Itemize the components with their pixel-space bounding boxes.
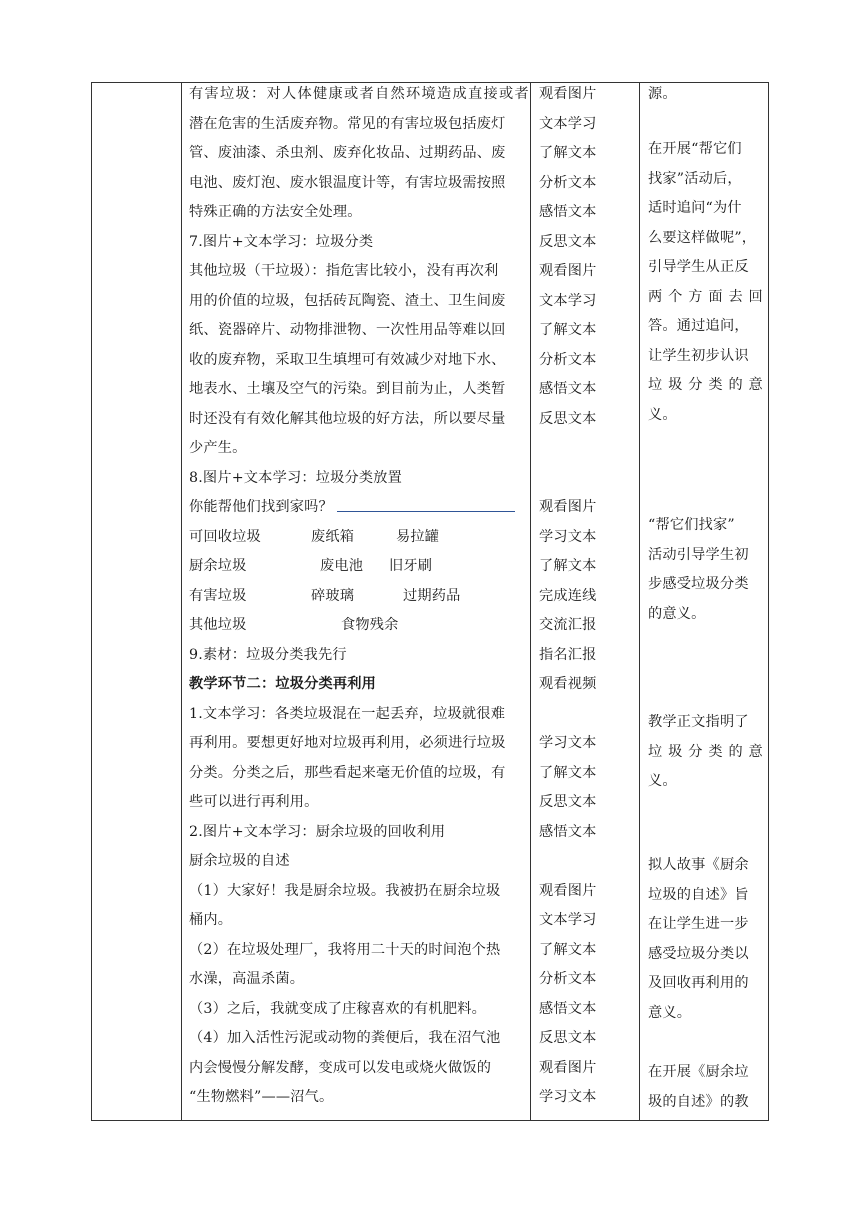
answer-underline [337,511,515,512]
intent-line: 意义。 [648,1004,692,1021]
activity-line: 观看图片 [539,1059,597,1076]
content-line: 9.素材：垃圾分类我先行 [189,646,347,663]
intent-line: 步感受垃圾分类 [648,576,749,592]
intent-line: 在开展《厨余垃 [648,1064,749,1080]
intent-line: 垃 圾 分 类 的 意 [648,743,763,760]
intent-line: 两 个 方 面 去 回 [648,288,763,305]
content-line: 8.图片+文本学习：垃圾分类放置 [189,469,403,486]
content-line: 有 害 垃 圾 ： 对 人 体 健 康 或 者 自 然 环 境 造 成 直 接 或 者 [189,86,529,102]
intent-line: 教学正文指明了 [648,714,749,730]
intent-line: “帮它们找家” [648,517,735,533]
intent-line: 源。 [648,86,677,102]
activity-line: 反思文本 [539,794,597,810]
intent-line: 感受垃圾分类以 [648,945,749,962]
activity-line: 了解文本 [539,558,597,574]
activity-line: 指名汇报 [539,646,597,663]
content-line: （3）之后，我就变成了庄稼喜欢的有机肥料。 [189,1000,486,1017]
content-line: （1）大家好！我是厨余垃圾。我被扔在厨余垃圾 [189,882,501,899]
content-line: （2）在垃圾处理厂，我将用二十天的时间泡个热 [189,941,501,958]
match-item: 废电池 [320,558,364,574]
content-line: 2.图片+文本学习：厨余垃圾的回收利用 [189,823,446,840]
content-line: 潜在危害的生活废弃物。常见的有害垃圾包括废灯 [189,115,506,132]
intent-line: 拟人故事《厨余 [648,857,749,873]
intent-line: 答。通过追问， [648,318,749,334]
intent-line: 垃圾的自述》旨 [648,886,749,903]
activity-line: 了解文本 [539,145,597,161]
lesson-plan-table [91,82,769,1121]
content-line: 桶内。 [189,912,233,928]
intent-line: 在让学生进一步 [648,916,749,932]
content-line: 电池、废灯泡、废水银温度计等，有害垃圾需按照 [189,174,506,191]
intent-line: 在开展“帮它们 [648,141,742,157]
activity-line: 分析文本 [539,351,597,368]
activity-line: 观看图片 [539,263,597,279]
content-line: 其他垃圾（干垃圾）：指危害比较小，没有再次利 [189,263,499,279]
content-line: 7.图片+文本学习：垃圾分类 [189,233,374,250]
content-line: 地表水、土壤及空气的污染。到目前为止，人类暂 [189,381,506,397]
match-item: 碎玻璃 [311,587,355,604]
activity-line: 感悟文本 [539,381,597,397]
activity-line: 文本学习 [539,292,597,309]
activity-line: 了解文本 [539,941,597,958]
intent-line: 引导学生从正反 [648,259,749,275]
content-line: 纸、瓷器碎片、动物排泄物、一次性用品等难以回 [189,322,506,338]
content-line: 些可以进行再利用。 [189,794,319,810]
content-line: 你能帮他们找到家吗？ [189,499,333,515]
activity-line: 反思文本 [539,410,597,427]
intent-line: 及回收再利用的 [648,975,749,991]
match-item: 旧牙刷 [389,558,433,574]
activity-line: 交流汇报 [539,617,597,633]
activity-line: 观看图片 [539,882,597,899]
content-line: 厨余垃圾的自述 [189,853,290,869]
intent-line: 的意义。 [648,605,706,622]
intent-line: 么要这样做呢”， [648,229,757,246]
content-line: 再利用。要想更好地对垃圾再利用，必须进行垃圾 [189,735,506,751]
match-category: 其他垃圾 [189,617,247,633]
match-category: 厨余垃圾 [189,558,247,574]
content-line: 时还没有有效化解其他垃圾的好方法，所以要尽量 [189,410,506,427]
content-line: 管、废油漆、杀虫剂、废弃化妆品、过期药品、废 [189,145,506,161]
activity-line: 学习文本 [539,1089,597,1105]
match-item: 易拉罐 [396,528,440,545]
activity-line: 感悟文本 [539,1000,597,1017]
content-line: 1.文本学习：各类垃圾混在一起丢弃，垃圾就很难 [189,705,506,722]
content-line: 特殊正确的方法安全处理。 [189,204,362,220]
intent-line: 适时追问“为什 [648,200,742,216]
content-line: 收的废弃物，采取卫生填埋可有效减少对地下水、 [189,351,506,368]
activity-line: 观看图片 [539,86,597,102]
content-line: 水澡，高温杀菌。 [189,971,305,987]
activity-line: 了解文本 [539,764,597,781]
activity-line: 学习文本 [539,735,597,751]
activity-line: 反思文本 [539,233,597,250]
intent-line: 义。 [648,406,677,423]
activity-line: 了解文本 [539,322,597,338]
intent-line: 找家”活动后， [648,170,742,187]
activity-line: 文本学习 [539,115,597,132]
content-line: 内会慢慢分解发酵，变成可以发电或烧火做饭的 [189,1059,492,1076]
match-category: 可回收垃圾 [189,528,261,545]
activity-line: 反思文本 [539,1030,597,1046]
activity-line: 分析文本 [539,174,597,191]
activity-line: 观看视频 [539,676,597,692]
content-line: 分类。分类之后，那些看起来毫无价值的垃圾，有 [189,764,506,781]
activity-line: 分析文本 [539,971,597,987]
content-line: （4）加入活性污泥或动物的粪便后，我在沼气池 [189,1030,501,1046]
match-item: 过期药品 [403,587,461,604]
activity-line: 学习文本 [539,528,597,545]
intent-line: 让学生初步认识 [648,347,749,364]
content-line: “生物燃料”——沼气。 [189,1089,334,1105]
match-item: 废纸箱 [311,528,355,545]
activity-line: 感悟文本 [539,823,597,840]
intent-line: 义。 [648,773,677,789]
activity-line: 文本学习 [539,912,597,928]
activity-line: 感悟文本 [539,204,597,220]
intent-line: 垃 圾 分 类 的 意 [648,377,763,393]
intent-line: 活动引导学生初 [648,546,749,563]
activity-line: 观看图片 [539,499,597,515]
column-design-intent [92,83,768,1120]
match-category: 有害垃圾 [189,587,247,604]
content-line: 用的价值的垃圾，包括砖瓦陶瓷、渣土、卫生间废 [189,292,506,309]
content-line: 少产生。 [189,440,247,456]
match-item: 食物残余 [341,617,399,633]
intent-line: 圾的自述》的教 [648,1093,749,1110]
activity-line: 完成连线 [539,587,597,604]
section-heading: 教学环节二：垃圾分类再利用 [189,676,377,692]
